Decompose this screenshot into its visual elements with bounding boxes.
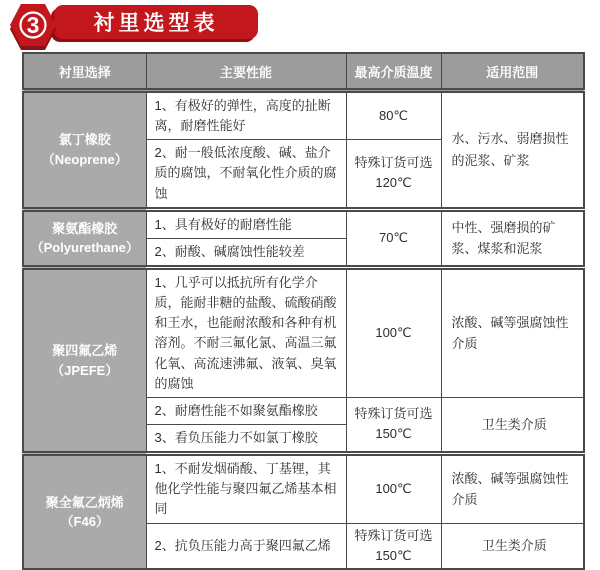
table-row [23, 209, 584, 238]
lining-name-en: （Polyurethane） [30, 240, 139, 256]
col-header-performance: 主要性能 [146, 53, 346, 91]
performance-cell: 1、具有极好的耐磨性能 [146, 209, 346, 238]
lining-name-cell [23, 454, 146, 569]
group-neoprene [23, 91, 584, 210]
lining-name-cell [23, 91, 146, 210]
group-polyurethane [23, 209, 584, 267]
temperature-cell: 70℃ [346, 209, 441, 267]
performance-cell: 1、有极好的弹性，高度的扯断离，耐磨性能好 [146, 91, 346, 140]
temperature-cell: 80℃ [346, 91, 441, 140]
temperature-cell: 特殊订货可选150℃ [346, 523, 441, 569]
temperature-cell: 特殊订货可选150℃ [346, 397, 441, 453]
lining-name: 聚四氟乙烯 [52, 343, 118, 359]
lining-name-cell [23, 209, 146, 267]
table-row [23, 454, 584, 523]
performance-cell: 2、耐磨性能不如聚氨酯橡胶 [146, 397, 346, 424]
lining-name: 聚全氟乙炳烯 [45, 494, 124, 510]
col-header-max-temp: 最高介质温度 [346, 53, 441, 91]
group-ptfe [23, 267, 584, 453]
group-f46 [23, 454, 584, 569]
application-cell: 卫生类介质 [441, 523, 584, 569]
temperature-cell: 100℃ [346, 267, 441, 397]
step-badge [8, 0, 58, 52]
page-header [8, 0, 258, 52]
application-cell: 浓酸、碱等强腐蚀性介质 [441, 267, 584, 397]
lining-name-en: （Neoprene） [41, 151, 128, 167]
table-row [23, 267, 584, 397]
table-header [23, 53, 584, 91]
performance-cell: 3、看负压能力不如氯丁橡胶 [146, 424, 346, 453]
lining-name: 聚氨酯橡胶 [52, 220, 118, 236]
page-title: 衬里选型表 [93, 12, 219, 35]
col-header-lining: 衬里选择 [23, 53, 146, 91]
performance-cell: 2、耐一般低浓度酸、碱、盐介质的腐蚀，不耐氧化性介质的腐蚀 [146, 140, 346, 209]
badge-number: 3 [26, 12, 40, 38]
col-header-application: 适用范围 [441, 53, 584, 91]
application-cell: 卫生类介质 [441, 397, 584, 453]
title-banner [54, 5, 258, 39]
lining-selection-table [22, 52, 585, 570]
performance-cell: 2、抗负压能力高于聚四氟乙烯 [146, 523, 346, 569]
lining-name-en: （F46） [60, 514, 109, 530]
temperature-cell: 100℃ [346, 454, 441, 523]
lining-name-cell [23, 267, 146, 453]
application-cell: 浓酸、碱等强腐蚀性介质 [441, 454, 584, 523]
performance-cell: 1、不耐发烟硝酸、丁基锂，其他化学性能与聚四氟乙烯基本相同 [146, 454, 346, 523]
performance-cell: 2、耐酸、碱腐蚀性能较差 [146, 238, 346, 267]
lining-name-en: （JPEFE） [51, 362, 119, 378]
temperature-cell: 特殊订货可选120℃ [346, 140, 441, 209]
application-cell: 中性、强磨损的矿浆、煤浆和泥浆 [441, 209, 584, 267]
lining-name: 氯丁橡胶 [58, 132, 111, 148]
application-cell: 水、污水、弱磨损性的泥浆、矿浆 [441, 91, 584, 210]
table-row [23, 91, 584, 140]
performance-cell: 1、几乎可以抵抗所有化学介质，能耐非糖的盐酸、硫酸硝酸和王水，也能耐浓酸和各种有机溶剂。不耐三氟化氯、高温三氟化氧、高流速沸氟、液氧、臭氧的腐蚀 [146, 267, 346, 397]
